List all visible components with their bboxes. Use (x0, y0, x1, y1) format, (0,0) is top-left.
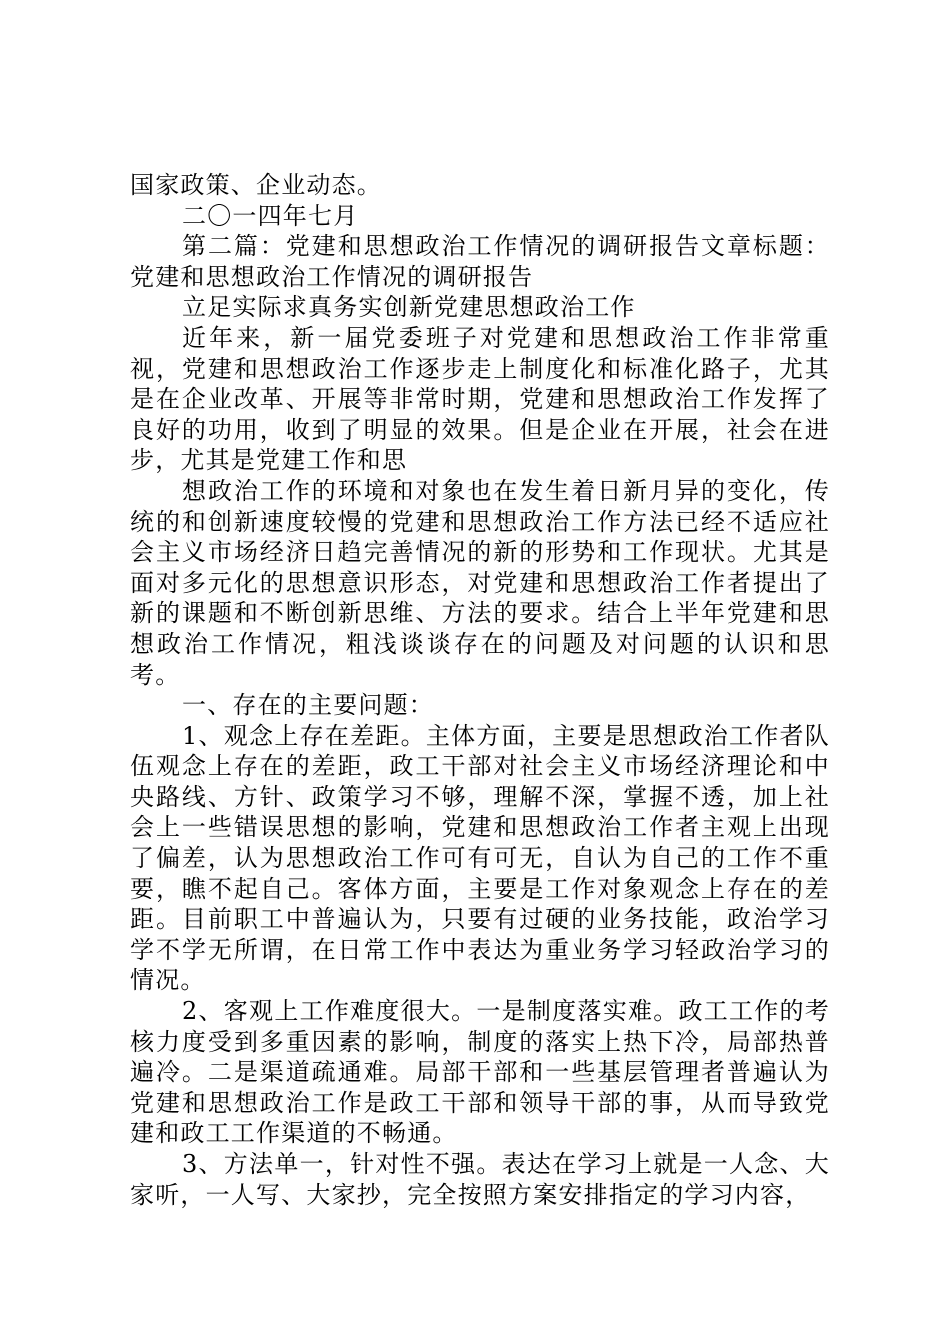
paragraph-body: 3、方法单一，针对性不强。表达在学习上就是一人念、大家听，一人写、大家抄，完全按照方案安排指定的学习内容， (130, 1150, 830, 1209)
paragraph-chapter-title: 第二篇：党建和思想政治工作情况的调研报告文章标题：党建和思想政治工作情况的调研报告 (130, 232, 830, 291)
paragraph-section-heading: 一、存在的主要问题： (182, 691, 434, 720)
paragraph-subtitle: 立足实际求真务实创新党建思想政治工作 (182, 293, 636, 322)
paragraph-body: 1、观念上存在差距。主体方面，主要是思想政治工作者队伍观念上存在的差距，政工干部对社会主义市场经济理论和中央路线、方针、政策学习不够，理解不深，掌握不透，加上社会上一些错误思想的影响，党建和思想政治工作者主观上出现了偏差，认为思想政治工作可有可无，自认为自己的工作不重要，瞧不起自己。客体方面，主要是工作对象观念上存在的差距。目前职工中普遍认为，只要有过硬的业务技能，政治学习学不学无所谓，在日常工作中表达为重业务学习轻政治学习的情况。 (130, 721, 830, 995)
paragraph-body: 想政治工作的环境和对象也在发生着日新月异的变化，传统的和创新速度较慢的党建和思想政治工作方法已经不适应社会主义市场经济日趋完善情况的新的形势和工作现状。尤其是面对多元化的思想意识形态，对党建和思想政治工作者提出了新的课题和不断创新思维、方法的要求。结合上半年党建和思想政治工作情况，粗浅谈谈存在的问题及对问题的认识和思考。 (130, 476, 830, 689)
document-body (130, 170, 830, 1210)
paragraph-body: 近年来，新一届党委班子对党建和思想政治工作非常重视，党建和思想政治工作逐步走上制度化和标准化路子，尤其是在企业改革、开展等非常时期，党建和思想政治工作发挥了良好的功用，收到了明显的效果。但是企业在开展，社会在进步，尤其是党建工作和思 (130, 323, 830, 475)
paragraph-date: 二〇一四年七月 (182, 201, 359, 230)
paragraph-continuation: 国家政策、企业动态。 (130, 171, 382, 199)
paragraph-body: 2、客观上工作难度很大。一是制度落实难。政工工作的考核力度受到多重因素的影响，制度的落实上热下冷，局部热普遍冷。二是渠道疏通难。局部干部和一些基层管理者普遍认为党建和思想政治工作是政工干部和领导干部的事，从而导致党建和政工工作渠道的不畅通。 (130, 997, 830, 1148)
